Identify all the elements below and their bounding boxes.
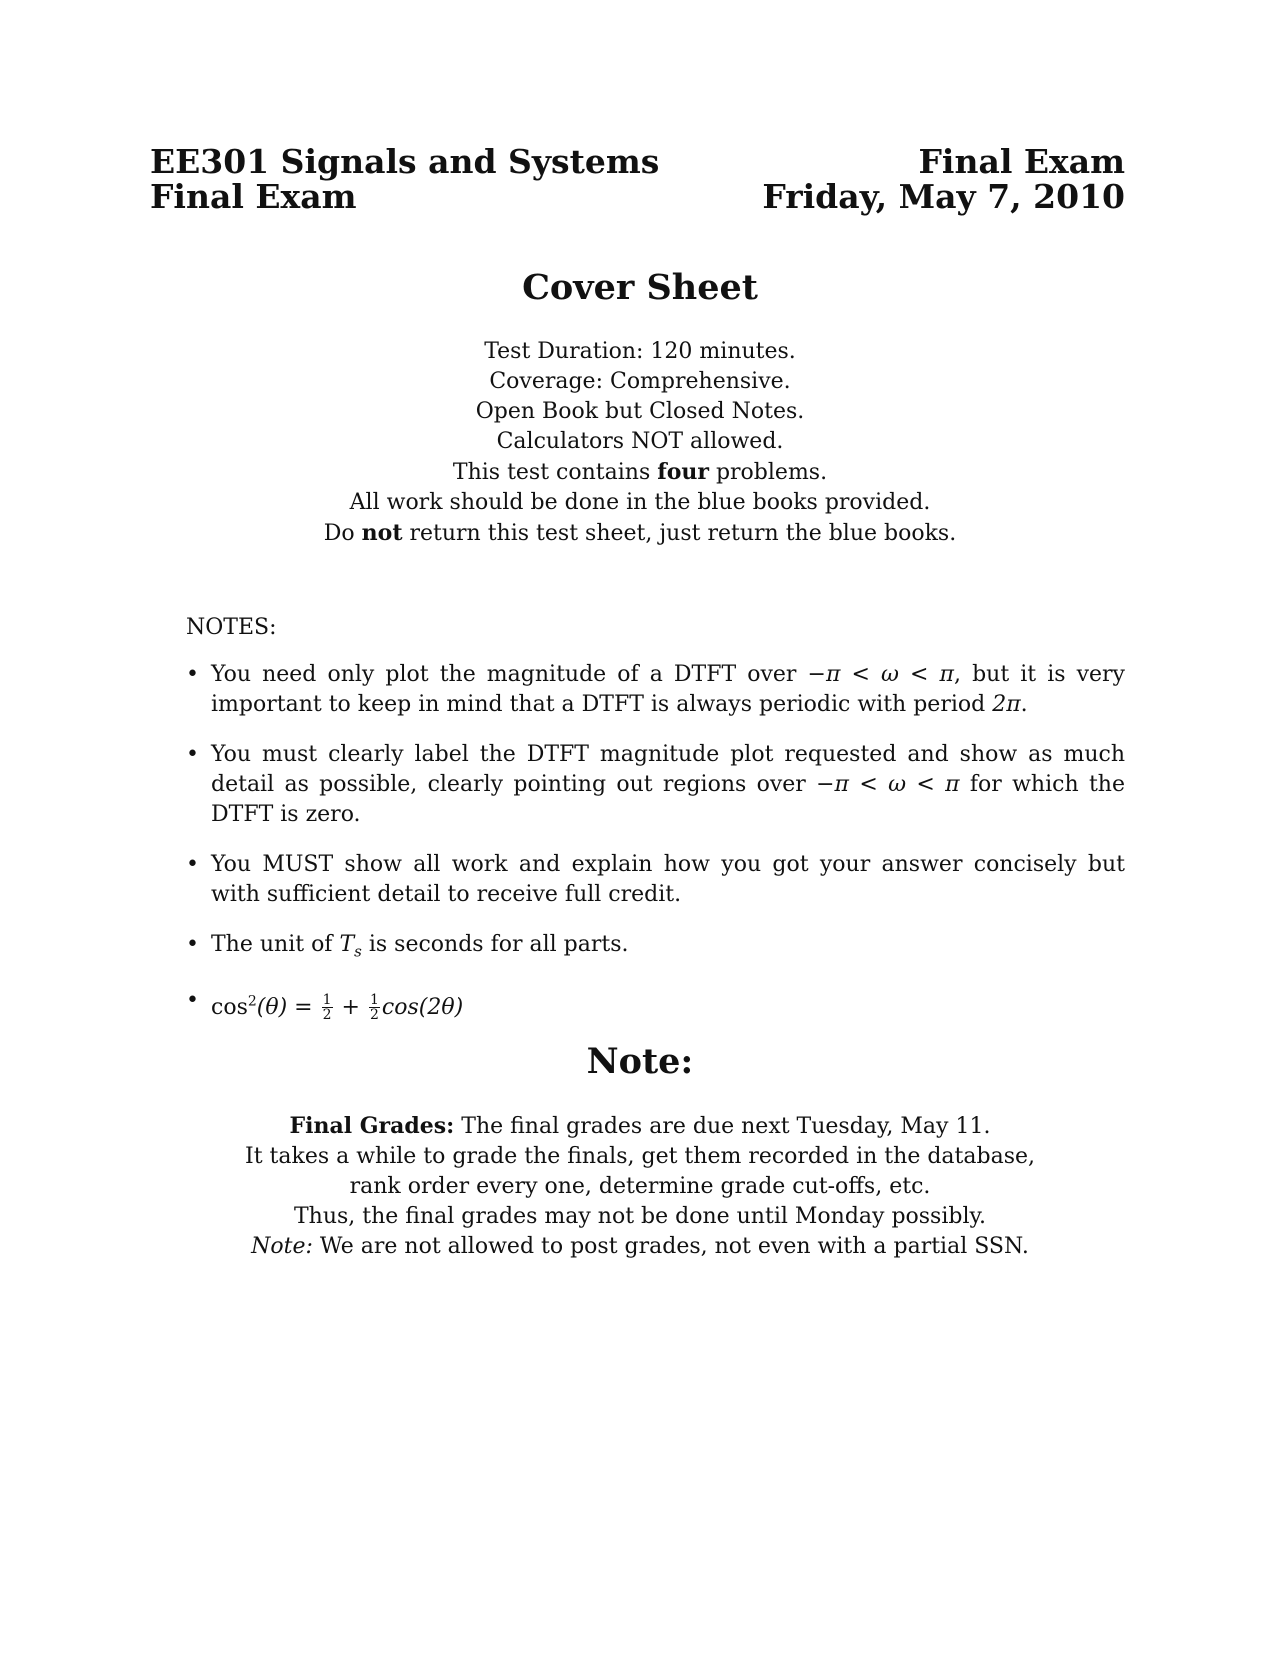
math-operator: + [334, 994, 367, 1020]
fraction-numerator: 1 [369, 992, 379, 1009]
open-book-policy: Open Book but Closed Notes. [475, 399, 805, 424]
problem-count-post: problems. [708, 460, 828, 485]
fraction-numerator: 1 [322, 992, 332, 1009]
notes-list [186, 660, 1125, 1043]
math-expression: T [339, 932, 355, 957]
bullet-icon: • [186, 742, 199, 767]
problem-count [0, 457, 1280, 488]
rank-order-line: rank order every one, determine grade cut-offs, etc. [349, 1174, 931, 1199]
list-item [186, 740, 1125, 830]
return-pre: Do [323, 521, 362, 546]
fraction-denominator: 2 [369, 1007, 379, 1024]
bullet-icon: • [186, 852, 199, 877]
grading-time-line: It takes a while to grade the finals, get them recorded in the database, [245, 1144, 1035, 1169]
note-text: is seconds for all parts. [361, 932, 629, 957]
list-item [186, 660, 1125, 720]
monday-line: Thus, the final grades may not be done until Monday possibly. [293, 1204, 987, 1229]
trig-identity [211, 992, 464, 1024]
note-text: You MUST show all work and explain how you got your answer concisely but with sufficient detail to receive full credit. [211, 852, 1125, 907]
bullet-icon: • [186, 988, 199, 1014]
bullet-icon: • [186, 662, 199, 687]
math-subscript: s [354, 942, 362, 961]
coverage: Coverage: Comprehensive. [489, 369, 791, 394]
list-item [186, 850, 1125, 910]
cover-sheet-title: Cover Sheet [522, 267, 758, 308]
final-grades-due [0, 1111, 1280, 1142]
return-instruction [0, 518, 1280, 549]
note-text: . [1020, 692, 1028, 717]
test-duration: Test Duration: 120 minutes. [484, 339, 796, 364]
math-expression: 2π [992, 692, 1021, 717]
math-expression: (θ) = [256, 994, 320, 1020]
list-item [186, 986, 1125, 1022]
math-superscript: 2 [247, 993, 257, 1010]
math-expression: cos [211, 994, 248, 1020]
fraction [322, 993, 333, 1022]
final-grades-note [0, 1111, 1280, 1262]
blue-books-instruction: All work should be done in the blue books provided. [349, 490, 931, 515]
problem-count-pre: This test contains [452, 460, 658, 485]
posting-policy-text: We are not allowed to post grades, not even with a partial SSN. [312, 1234, 1029, 1259]
problem-count-number: four [657, 459, 709, 485]
exam-name: Final Exam [150, 177, 357, 216]
course-title: EE301 Signals and Systems [150, 142, 660, 181]
note-section-title: Note: [586, 1041, 694, 1082]
math-expression: −π < ω < π [807, 662, 954, 687]
bullet-icon: • [186, 932, 199, 957]
math-expression: cos(2θ) [381, 994, 464, 1020]
list-item [186, 930, 1125, 966]
exam-date: Friday, May 7, 2010 [762, 177, 1125, 216]
note-text: , but it is very important to keep in mind that a DTFT is always periodic with period [211, 662, 1125, 717]
note-text: You must clearly label the DTFT magnitude plot requested and show as much detail as possible, clearly pointing out regions over [211, 742, 1125, 797]
final-grades-label: Final Grades: [289, 1113, 455, 1139]
exam-label: Final Exam [918, 142, 1125, 181]
note-label: Note: [251, 1234, 313, 1259]
page-header [150, 144, 1125, 214]
return-not: not [361, 520, 403, 546]
fraction [369, 993, 380, 1022]
note-text: The unit of [211, 932, 340, 957]
note-text: for which the DTFT is zero. [211, 772, 1125, 827]
return-post: return this test sheet, just return the blue books. [402, 521, 957, 546]
header-right [762, 144, 1125, 214]
posting-policy-line [0, 1232, 1280, 1262]
calculator-policy: Calculators NOT allowed. [496, 429, 784, 454]
cover-instructions [0, 337, 1280, 549]
final-grades-text: The final grades are due next Tuesday, May 11. [454, 1114, 991, 1139]
notes-heading: NOTES: [186, 615, 277, 640]
math-expression: −π < ω < π [816, 772, 960, 797]
fraction-denominator: 2 [322, 1007, 332, 1024]
note-text: You need only plot the magnitude of a DTFT over [211, 662, 808, 687]
header-left [150, 144, 659, 214]
